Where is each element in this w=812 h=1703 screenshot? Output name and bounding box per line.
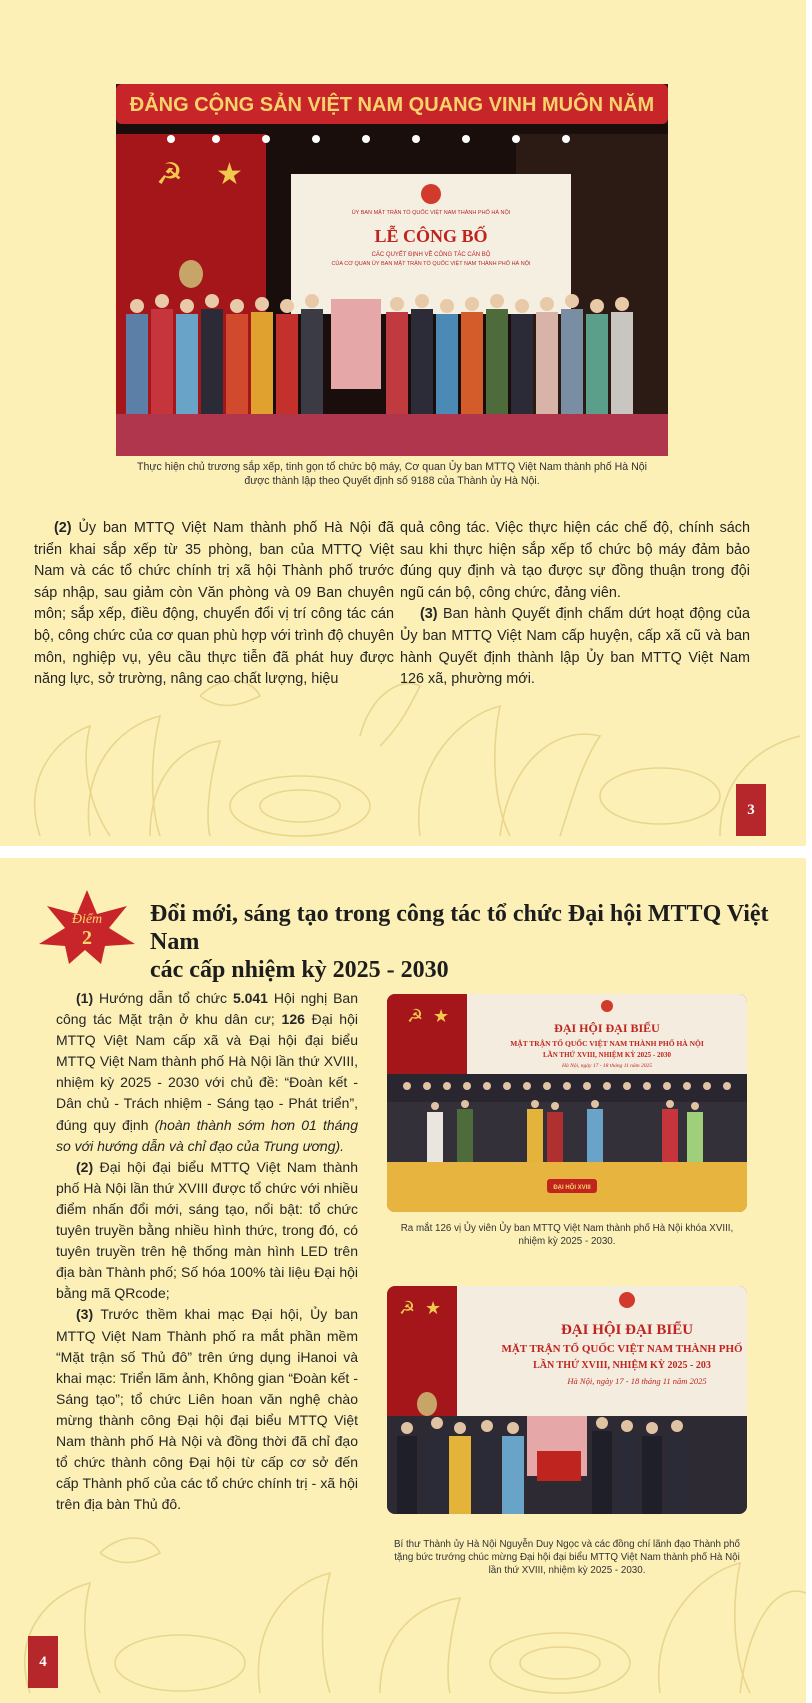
photo-banner-text: ĐẢNG CỘNG SẢN VIỆT NAM QUANG VINH MUÔN NĂM bbox=[129, 94, 655, 116]
page-3 bbox=[0, 0, 806, 846]
congress-photo-1 bbox=[387, 994, 747, 1212]
item-text: Trước thềm khai mạc Đại hội, Ủy ban MTTQ Việt Nam Thành phố ra mắt phần mềm “Mặt trận số Thủ đô” trên ứng dụng iHanoi và khai mạc: Triển lãm ảnh, Không gian “Đoàn kết - Sáng tạo”; tổ chức Liên hoan văn nghệ chào mừng thành công Đại hội đại biểu MTTQ Việt Nam thành phố Hà Nội và đồng thời đã chỉ đạo tổ chức thành công Đại hội từ cấp cơ sở đến cấp Thành phố của các tổ chức chính trị - xã hội trên địa bàn Thủ đô. bbox=[56, 1306, 358, 1513]
board-org: ỦY BAN MẶT TRẬN TỔ QUỐC VIỆT NAM THÀNH PHỐ HÀ NỘI bbox=[351, 210, 511, 216]
caption2-line-1: Bí thư Thành ủy Hà Nội Nguyễn Duy Ngọc và các đồng chí lãnh đạo Thành phố bbox=[393, 1539, 741, 1550]
ceremony-photo-graphic bbox=[116, 84, 668, 456]
page-4 bbox=[0, 858, 806, 1703]
page-number: 4 bbox=[28, 1636, 58, 1688]
photo2-board-line3: LẦN THỨ XVIII, NHIỆM KỲ 2025 - 203 bbox=[533, 1360, 711, 1371]
page3-right-column bbox=[400, 518, 750, 691]
congress-photo-2-graphic bbox=[387, 1286, 747, 1514]
item-number: (1) bbox=[76, 990, 94, 1006]
photo1-board-line2: MẶT TRẬN TỔ QUỐC VIỆT NAM THÀNH PHỐ HÀ NỘI bbox=[510, 1039, 704, 1048]
item-text: Đại hội đại biểu MTTQ Việt Nam thành phố Hà Nội lần thứ XVIII được tổ chức với nhiều điểm nhấn đổi mới, sáng tạo, nổi bật: tổ chức tuyên truyền bằng nhiều hình thức, trong đó, có tuyên truyền trên hệ thống màn hình LED trên địa bàn Thành phố; Số hóa 100% tài liệu Đại hội bằng mã QRcode; bbox=[56, 1158, 358, 1302]
paragraph-text: Ban hành Quyết định chấm dứt hoạt động của Ủy ban MTTQ Việt Nam cấp huyện, cấp xã cũ và ban hành Quyết định thành lập Ủy ban MTTQ Việt Nam 126 xã, phường mới. bbox=[400, 606, 750, 688]
section-title-line-2: các cấp nhiệm kỳ 2025 - 2030 bbox=[150, 957, 449, 983]
board-sub1: CÁC QUYẾT ĐỊNH VỀ CÔNG TÁC CÁN BỘ bbox=[371, 252, 491, 258]
board-sub2: CỦA CƠ QUAN ỦY BAN MẶT TRẬN TỔ QUỐC VIỆT NAM THÀNH PHỐ HÀ NỘI bbox=[331, 261, 531, 267]
item-2 bbox=[56, 1157, 358, 1305]
congress-photo-1-graphic bbox=[387, 994, 747, 1212]
section-star-badge bbox=[35, 888, 139, 966]
page4-text-column bbox=[56, 988, 358, 1515]
svg-text:★: ★ bbox=[425, 1298, 442, 1319]
stage-logo-text: ĐẠI HỘI XVIII bbox=[553, 1185, 591, 1191]
page-number: 3 bbox=[736, 784, 766, 836]
paragraph-2-continued: quả công tác. Việc thực hiện các chế độ, chính sách sau khi thực hiện sắp xếp tổ chức bộ máy đảm bảo đúng quy định và tạo được sự đồng thuận trong đội ngũ cán bộ, công chức, đảng viên. bbox=[400, 520, 750, 601]
section-title bbox=[150, 900, 790, 984]
photo2-board-line2: MẶT TRẬN TỔ QUỐC VIỆT NAM THÀNH PHỐ bbox=[501, 1343, 743, 1355]
photo1-board-line1: ĐẠI HỘI ĐẠI BIỂU bbox=[554, 1021, 660, 1035]
item-bold: 5.041 bbox=[232, 990, 268, 1006]
item-1 bbox=[56, 988, 358, 1157]
paragraph-text: Ủy ban MTTQ Việt Nam thành phố Hà Nội đã triển khai sắp xếp từ 35 phòng, ban của MTTQ Việt Nam và các tổ chức chính trị xã hội Thành phố trước sáp nhập, sau giảm còn Văn phòng và 09 Ban chuyên môn; sắp xếp, điều động, chuyển đổi vị trí công tác cán bộ, công chức của cơ quan phù hợp với trình độ chuyên môn, nghiệp vụ, yêu cầu thực tiễn đã phát huy được năng lực, sở trường, nâng cao chất lượng, hiệu bbox=[34, 520, 394, 688]
item-number: (2) bbox=[76, 1158, 94, 1175]
item-3 bbox=[56, 1304, 358, 1515]
photo1-board-line4: Hà Nội, ngày 17 - 18 tháng 11 năm 2025 bbox=[561, 1063, 653, 1069]
paragraph-2 bbox=[34, 518, 394, 691]
ceremony-photo bbox=[116, 84, 668, 456]
caption-line-1: Thực hiện chủ trương sắp xếp, tinh gọn tổ chức bộ máy, Cơ quan Ủy ban MTTQ Việt Nam thành phố Hà Nội bbox=[137, 461, 647, 473]
congress-photo-1-caption bbox=[387, 1222, 747, 1248]
svg-text:☭: ☭ bbox=[156, 157, 183, 192]
caption2-line-2: tặng bức trướng chúc mừng Đại hội đại biểu MTTQ Việt Nam thành phố Hà Nội bbox=[394, 1552, 740, 1563]
congress-photo-2 bbox=[387, 1286, 747, 1514]
paragraph-number: (2) bbox=[54, 520, 72, 536]
svg-text:★: ★ bbox=[216, 157, 243, 192]
item-italic: (hoàn thành sớm hơn 01 tháng so với hướng dẫn và chỉ đạo của Trung ương). bbox=[56, 1116, 358, 1154]
badge-number: 2 bbox=[82, 927, 92, 949]
caption1-line-2: nhiệm kỳ 2025 - 2030. bbox=[518, 1236, 616, 1247]
item-text: Hướng dẫn tổ chức bbox=[93, 990, 233, 1006]
congress-photo-2-caption bbox=[387, 1538, 747, 1577]
board-title: LỄ CÔNG BỐ bbox=[374, 226, 488, 246]
section-title-line-1: Đổi mới, sáng tạo trong công tác tổ chức Đại hội MTTQ Việt Nam bbox=[150, 901, 769, 955]
ceremony-photo-caption bbox=[80, 460, 704, 488]
item-number: (3) bbox=[76, 1306, 94, 1323]
svg-text:☭: ☭ bbox=[407, 1006, 424, 1027]
badge-word: Điểm bbox=[71, 912, 103, 927]
item-bold: 126 bbox=[281, 1011, 305, 1028]
paragraph-3 bbox=[400, 604, 750, 690]
caption1-line-1: Ra mắt 126 vị Ủy viên Ủy ban MTTQ Việt Nam thành phố Hà Nội khóa XVIII, bbox=[400, 1223, 734, 1234]
caption2-line-3: lần thứ XVIII, nhiệm kỳ 2025 - 2030. bbox=[488, 1565, 646, 1576]
item-text: Hội nghị Ban công tác Mặt trận ở khu dân cư; bbox=[56, 990, 358, 1028]
paragraph-number: (3) bbox=[420, 606, 438, 623]
photo2-board-line1: ĐẠI HỘI ĐẠI BIỂU bbox=[560, 1322, 694, 1338]
item-text: Đại hội MTTQ Việt Nam cấp xã và Đại hội đại biểu MTTQ Việt Nam thành phố Hà Nội lần thứ XVIII, nhiệm kỳ 2025 - 2030 với chủ đề: “Đoàn kết - Dân chủ - Trách nhiệm - Sáng tạo - Phát triển”, đúng quy định bbox=[56, 1011, 358, 1133]
svg-text:★: ★ bbox=[433, 1006, 450, 1027]
page3-left-column bbox=[34, 518, 394, 691]
photo1-board-line3: LẦN THỨ XVIII, NHIỆM KỲ 2025 - 2030 bbox=[543, 1051, 671, 1059]
caption-line-2: được thành lập theo Quyết định số 9188 của Thành ủy Hà Nội. bbox=[244, 475, 540, 487]
svg-text:☭: ☭ bbox=[399, 1298, 416, 1319]
photo2-board-line4: Hà Nội, ngày 17 - 18 tháng 11 năm 2025 bbox=[567, 1376, 707, 1386]
